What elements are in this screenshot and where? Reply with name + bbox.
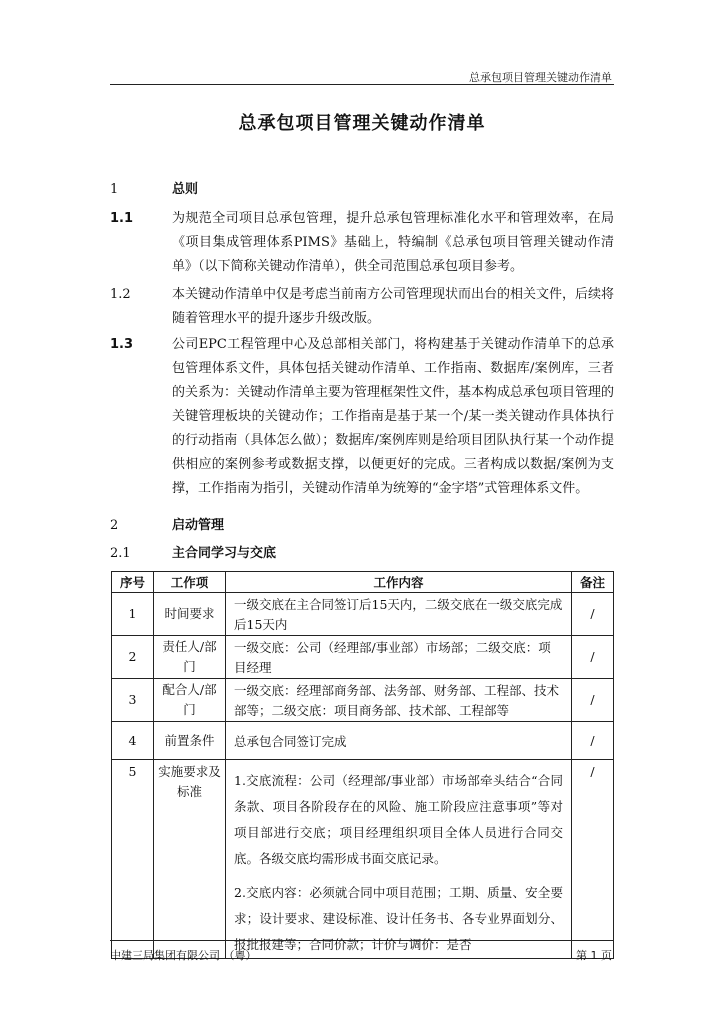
content-paragraph: 1.交底流程：公司（经理部/事业部）市场部牵头结合“合同条款、项目各阶段存在的风险、施工阶段应注意事项”等对项目部进行交底；项目经理组织项目全体人员进行合同交底。各级交底均需形成书面交底记录。: [234, 773, 563, 866]
section-paragraph: 本关键动作清单中仅是考虑当前南方公司管理现状而出台的相关文件，后续将随着管理水平的提升逐步升级改版。: [172, 287, 615, 326]
row-item: 责任人/部门: [154, 636, 226, 679]
row-item: 实施要求及标准: [154, 760, 226, 959]
column-header: 工作内容: [226, 572, 572, 593]
section-paragraph: 为规范全司项目总承包管理，提升总承包管理标准化水平和管理效率，在局《项目集成管理体系PIMS》基础上，特编制《总承包项目管理关键动作清单》（以下简称关键动作清单），供全司范围总承包项目参考。: [172, 211, 614, 274]
section-paragraph: 公司EPC工程管理中心及总部相关部门，将构建基于关键动作清单下的总承包管理体系文件，具体包括关键动作清单、工作指南、数据库/案例库，三者的关系为：关键动作清单主要为管理框架性文件，基本构成总承包项目管理的关键管理板块的关键动作；工作指南是基于某一个/某一类关键动作具体执行的行动指南（具体怎么做）；数据库/案例库则是给项目团队执行某一个动作提供相应的案例参考或数据支撑，以便更好的完成。三者构成以数据/案例为支撑，工作指南为指引，关键动作清单为统筹的“金字塔”式管理体系文件。: [172, 337, 615, 496]
row-number: 2: [112, 636, 154, 679]
content-paragraph: 2.交底内容：必须就合同中项目范围；工期、质量、安全要求；设计要求、建设标准、设计任务书、各专业界面划分、报批报建等；合同价款；计价与调价：是否: [234, 885, 563, 952]
section-number: 1.2: [110, 287, 131, 302]
section-heading: 总则: [172, 182, 199, 197]
column-header: 备注: [572, 572, 614, 593]
row-content: [226, 760, 572, 959]
row-number: 4: [112, 722, 154, 760]
row-content: 总承包合同签订完成: [226, 722, 572, 760]
section-number: 2: [110, 518, 119, 533]
section-2-1: [110, 542, 614, 566]
table-row: [112, 679, 614, 722]
row-content: 一级交底：经理部商务部、法务部、财务部、工程部、技术部等；二级交底：项目商务部、技术部、工程部等: [226, 679, 572, 722]
table-viewport: [0, 571, 724, 952]
row-note: /: [572, 593, 614, 636]
section-number: 1.1: [110, 211, 134, 226]
section-1-1: [110, 207, 614, 279]
section-2: [110, 514, 614, 538]
table-row: [112, 593, 614, 636]
document-title: 总承包项目管理关键动作清单: [238, 113, 486, 134]
row-number: 1: [112, 593, 154, 636]
table-row: [112, 760, 614, 959]
section-1-2: [110, 283, 614, 331]
row-content: 一级交底在主合同签订后15天内，二级交底在一级交底完成后15天内: [226, 593, 572, 636]
section-number: 1: [110, 182, 119, 197]
row-item: 配合人/部门: [154, 679, 226, 722]
section-1: [110, 178, 614, 202]
header-divider: [110, 84, 614, 85]
column-header: 工作项: [154, 572, 226, 593]
section-heading: 主合同学习与交底: [172, 546, 277, 561]
footer-divider: [110, 940, 614, 941]
table-row: [112, 636, 614, 679]
key-actions-table: [111, 571, 614, 959]
row-item: 时间要求: [154, 593, 226, 636]
row-note: /: [572, 679, 614, 722]
section-1-3: [110, 333, 614, 501]
row-item: 前置条件: [154, 722, 226, 760]
column-header: 序号: [112, 572, 154, 593]
row-note: /: [572, 722, 614, 760]
running-header: 总承包项目管理关键动作清单: [469, 71, 612, 84]
table-header-row: [112, 572, 614, 593]
row-number: 5: [112, 760, 154, 959]
section-number: 1.3: [110, 337, 134, 352]
row-number: 3: [112, 679, 154, 722]
row-note: /: [572, 760, 614, 959]
table-row: [112, 722, 614, 760]
section-number: 2.1: [110, 546, 131, 561]
page-number: 第 1 页: [576, 949, 612, 962]
section-heading: 启动管理: [172, 518, 225, 533]
footer-company: 中建三局集团有限公司 （粤）: [110, 949, 257, 962]
row-content: 一级交底：公司（经理部/事业部）市场部；二级交底：项目经理: [226, 636, 572, 679]
row-note: /: [572, 636, 614, 679]
